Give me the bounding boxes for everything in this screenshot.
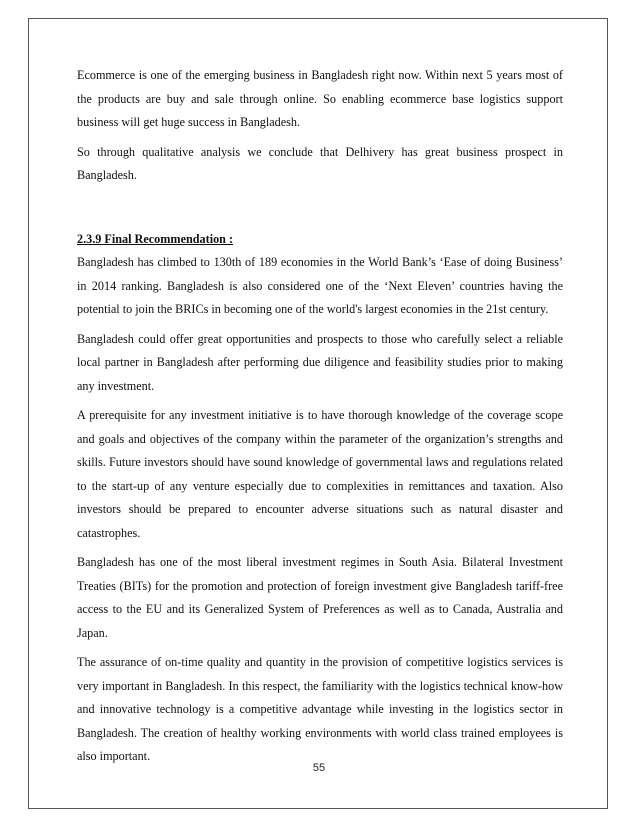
section-heading: 2.3.9 Final Recommendation : [77,231,234,246]
page-content [77,64,563,775]
section-gap [77,194,563,228]
paragraph-prerequisite: A prerequisite for any investment initiative is to have thorough knowledge of the coverage scope and goals and objectives of the company within the parameter of the organization’s strengths and skills. Future investors should have sound knowledge of governmental laws and regulations related to the start-up of any venture especially due to complexities in remittances and taxation. Also investors should be prepared to encounter adverse situations such as natural disaster and catastrophes. [77,408,563,540]
paragraph-opportunities: Bangladesh could offer great opportunities and prospects to those who carefully select a reliable local partner in Bangladesh after performing due diligence and feasibility studies prior to making any investment. [77,331,563,393]
page-number: 55 [312,762,326,774]
paragraph-ranking: Bangladesh has climbed to 130th of 189 economies in the World Bank’s ‘Ease of doing Business’ in 2014 ranking. Bangladesh is also considered one of the ‘Next Eleven’ countries having the potential to join the BRICs in becoming one of the world's largest economies in the 21st century. [77,255,563,316]
paragraph-ecommerce: Ecommerce is one of the emerging business in Bangladesh right now. Within next 5 years most of the products are buy and sale through online. So enabling ecommerce base logistics support business will get huge success in Bangladesh. [77,68,563,129]
paragraph-conclusion: So through qualitative analysis we conclude that Delhivery has great business prospect in Bangladesh. [77,144,563,182]
paragraph-investment-regimes: Bangladesh has one of the most liberal investment regimes in South Asia. Bilateral Investment Treaties (BITs) for the promotion and protection of foreign investment give Bangladesh tariff-free access to the EU and its Generalized System of Preferences as well as to Canada, Australia and Japan. [77,555,563,640]
paragraph-logistics: The assurance of on-time quality and quantity in the provision of competitive logistics services is very important in Bangladesh. In this respect, the familiarity with the logistics technical know-how and innovative technology is a competitive advantage while investing in the logistics sector in Bangladesh. The creation of healthy working environments with world class trained employees is also important. [77,655,563,763]
